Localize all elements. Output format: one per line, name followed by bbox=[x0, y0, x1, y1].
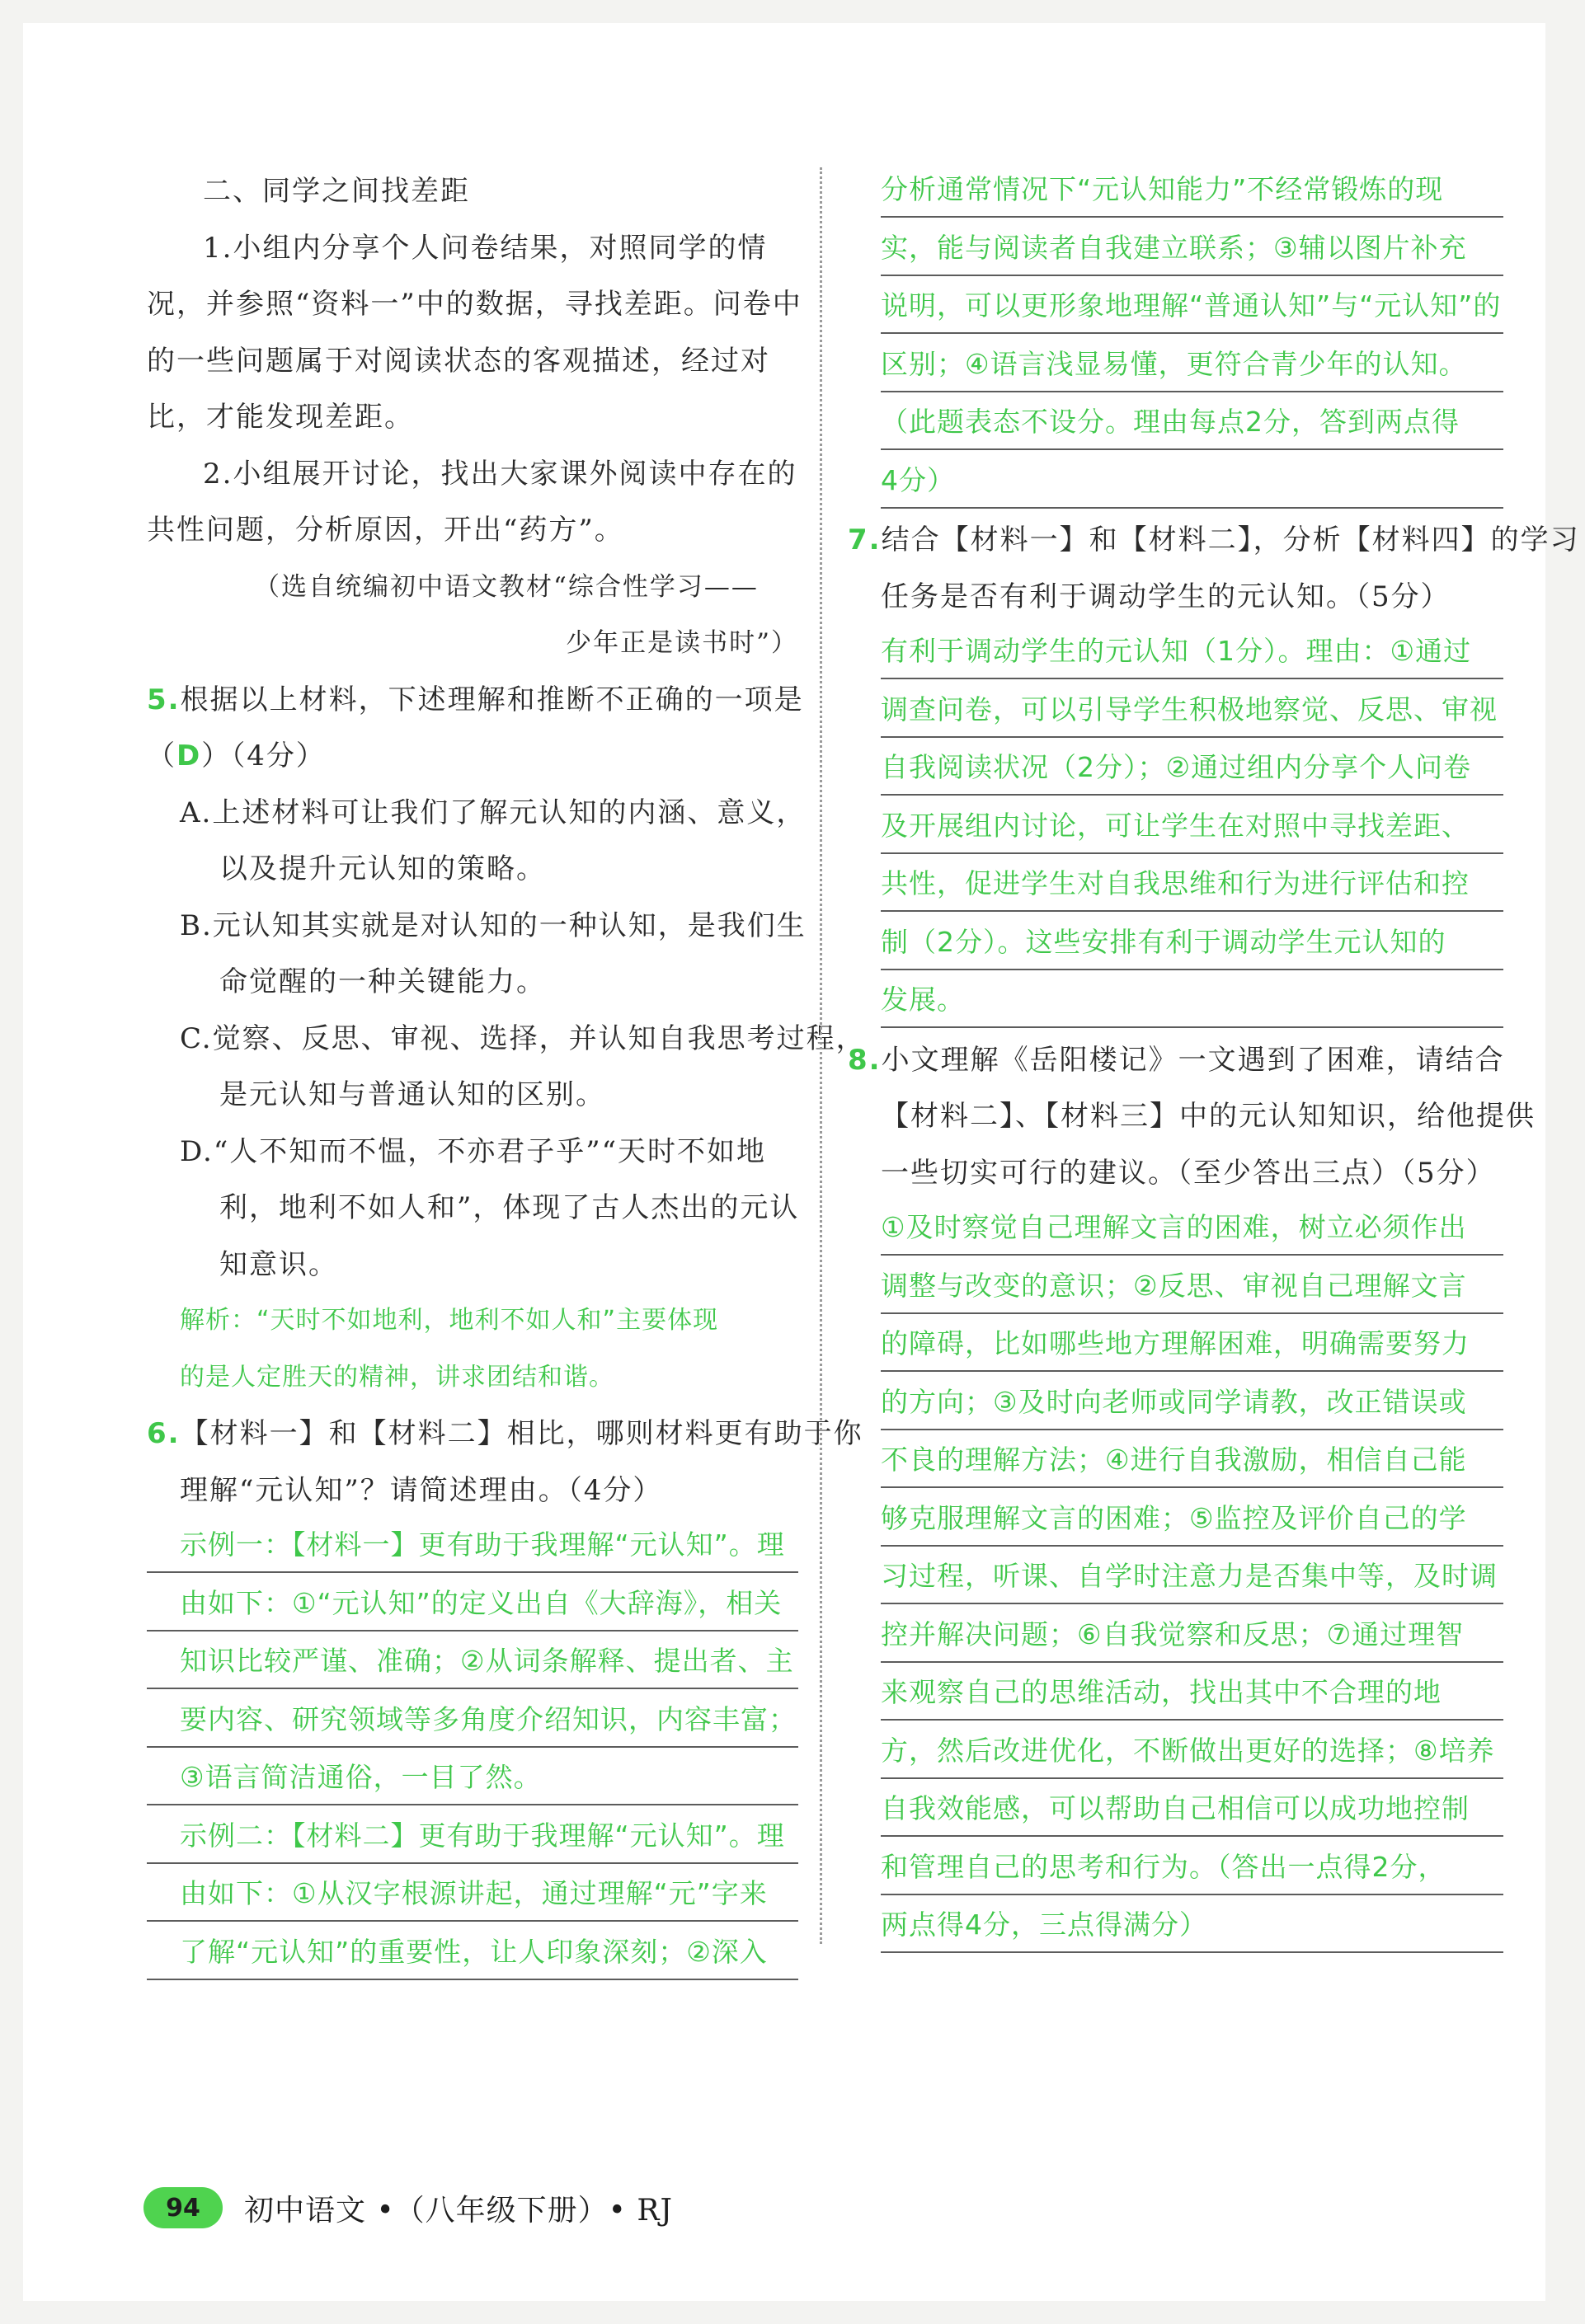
option-d: 知意识。 bbox=[219, 1247, 338, 1281]
answer-line: 的障碍，比如哪些地方理解困难，明确需要努力 bbox=[881, 1317, 1503, 1372]
right-column bbox=[848, 163, 1580, 1957]
page-footer bbox=[143, 2185, 673, 2231]
answer-line: 习过程，听课、自学时注意力是否集中等，及时调 bbox=[881, 1550, 1503, 1604]
question-7-stem: 7.结合【材料一】和【材料二】，分析【材料四】的学习 bbox=[848, 523, 1580, 556]
answer-line: 示例一：【材料一】更有助于我理解“元认知”。理 bbox=[147, 1519, 798, 1573]
para1-line: 的一些问题属于对阅读状态的客观描述，经过对 bbox=[147, 344, 770, 378]
answer-line: 共性，促进学生对自我思维和行为进行评估和控 bbox=[881, 857, 1503, 912]
answer-choice: D bbox=[176, 739, 202, 772]
answer-line: 来观察自己的思维活动，找出其中不合理的地 bbox=[881, 1666, 1503, 1721]
answer-line: 够克服理解文言的困难；⑤监控及评价自己的学 bbox=[881, 1492, 1503, 1547]
page-number-badge: 94 bbox=[143, 2187, 223, 2228]
answer-line: 实，能与阅读者自我建立联系；③辅以图片补充 bbox=[881, 222, 1503, 276]
answer-line: 说明，可以更形象地理解“普通认知”与“元认知”的 bbox=[881, 279, 1503, 334]
para1-line: 况，并参照“资料一”中的数据，寻找差距。问卷中 bbox=[147, 288, 802, 321]
question-5-stem: 5.根据以上材料，下述理解和推断不正确的一项是 bbox=[147, 683, 804, 716]
answer-line: 区别；④语言浅显易懂，更符合青少年的认知。 bbox=[881, 338, 1503, 392]
section-heading: 二、同学之间找差距 bbox=[203, 175, 470, 208]
page bbox=[23, 23, 1580, 2301]
answer-line: 调整与改变的意识；②反思、审视自己理解文言 bbox=[881, 1260, 1503, 1314]
answer-line: 制（2分）。这些安排有利于调动学生元认知的 bbox=[881, 916, 1503, 970]
answer-line: 4分） bbox=[881, 454, 1503, 509]
question-5-answer-line: （D）（4分） bbox=[147, 739, 326, 772]
answer-line: 发展。 bbox=[881, 974, 1503, 1028]
left-column bbox=[147, 163, 866, 1984]
source-note: （选自统编初中语文教材“综合性学习—— bbox=[254, 571, 759, 602]
question-number: 7. bbox=[848, 523, 882, 556]
answer-line: 的方向；③及时向老师或同学请教，改正错误或 bbox=[881, 1376, 1503, 1430]
analysis-line: 的是人定胜天的精神，讲求团结和谐。 bbox=[180, 1362, 614, 1392]
answer-line: 及开展组内讨论，可让学生在对照中寻找差距、 bbox=[881, 800, 1503, 854]
answer-line: 示例二：【材料二】更有助于我理解“元认知”。理 bbox=[147, 1810, 798, 1864]
option-d: 利，地利不如人和”，体现了古人杰出的元认 bbox=[219, 1191, 800, 1224]
option-c: 是元认知与普通认知的区别。 bbox=[219, 1078, 605, 1111]
option-d: D.“人不知而不愠，不亦君子乎”“天时不如地 bbox=[180, 1134, 766, 1168]
answer-line: ③语言简洁通俗，一目了然。 bbox=[147, 1751, 798, 1805]
question-8-stem: 8.小文理解《岳阳楼记》一文遇到了困难，请结合 bbox=[848, 1043, 1505, 1077]
answer-line: 自我阅读状况（2分）；②通过组内分享个人问卷 bbox=[881, 741, 1503, 796]
analysis-line: 解析：“天时不如地利，地利不如人和”主要体现 bbox=[180, 1306, 719, 1335]
question-number: 6. bbox=[147, 1417, 181, 1450]
option-a: A.上述材料可让我们了解元认知的内涵、意义， bbox=[180, 796, 807, 829]
answer-line: 两点得4分，三点得满分） bbox=[881, 1899, 1503, 1953]
para2-line: 共性问题，分析原因，开出“药方”。 bbox=[147, 514, 624, 547]
answer-line: 和管理自己的思考和行为。（答出一点得2分， bbox=[881, 1841, 1503, 1895]
para1-line: 比，才能发现差距。 bbox=[147, 401, 414, 434]
answer-line: （此题表态不设分。理由每点2分，答到两点得 bbox=[881, 396, 1503, 450]
answer-line: ①及时察觉自己理解文言的困难，树立必须作出 bbox=[881, 1201, 1503, 1256]
question-7-stem: 任务是否有利于调动学生的元认知。（5分） bbox=[881, 580, 1451, 613]
question-6-stem: 理解“元认知”？请简述理由。（4分） bbox=[180, 1473, 663, 1507]
answer-line: 控并解决问题；⑥自我觉察和反思；⑦通过理智 bbox=[881, 1608, 1503, 1663]
column-divider bbox=[820, 167, 822, 1944]
option-b: 命觉醒的一种关键能力。 bbox=[219, 965, 546, 998]
para2-line: 2.小组展开讨论，找出大家课外阅读中存在的 bbox=[203, 457, 797, 491]
answer-line: 有利于调动学生的元认知（1分）。理由：①通过 bbox=[881, 625, 1503, 679]
source-note: 少年正是读书时”） bbox=[566, 628, 798, 658]
answer-line: 由如下：①“元认知”的定义出自《大辞海》，相关 bbox=[147, 1577, 798, 1631]
para1-line: 1.小组内分享个人问卷结果，对照同学的情 bbox=[203, 231, 768, 265]
question-6-stem: 6.【材料一】和【材料二】相比，哪则材料更有助于你 bbox=[147, 1417, 863, 1450]
answer-line: 方，然后改进优化，不断做出更好的选择；⑧培养 bbox=[881, 1725, 1503, 1779]
option-a: 以及提升元认知的策略。 bbox=[219, 852, 546, 885]
answer-line: 知识比较严谨、准确；②从词条解释、提出者、主 bbox=[147, 1635, 798, 1689]
book-title: 初中语文 •（八年级下册）• RJ bbox=[244, 2193, 673, 2228]
answer-line: 不良的理解方法；④进行自我激励，相信自己能 bbox=[881, 1434, 1503, 1488]
answer-line: 要内容、研究领域等多角度介绍知识，内容丰富； bbox=[147, 1693, 798, 1748]
question-number: 8. bbox=[848, 1043, 882, 1077]
answer-line: 分析通常情况下“元认知能力”不经常锻炼的现 bbox=[881, 163, 1503, 218]
answer-line: 由如下：①从汉字根源讲起，通过理解“元”字来 bbox=[147, 1867, 798, 1922]
answer-line: 调查问卷，可以引导学生积极地察觉、反思、审视 bbox=[881, 683, 1503, 738]
option-c: C.觉察、反思、审视、选择，并认知自我思考过程， bbox=[180, 1021, 866, 1055]
option-b: B.元认知其实就是对认知的一种认知，是我们生 bbox=[180, 908, 807, 942]
question-8-stem: 【材料二】、【材料三】中的元认知知识，给他提供 bbox=[881, 1100, 1536, 1133]
answer-line: 自我效能感，可以帮助自己相信可以成功地控制 bbox=[881, 1782, 1503, 1837]
question-8-stem: 一些切实可行的建议。（至少答出三点）（5分） bbox=[881, 1156, 1496, 1190]
answer-line: 了解“元认知”的重要性，让人印象深刻；②深入 bbox=[147, 1926, 798, 1980]
question-number: 5. bbox=[147, 683, 181, 716]
